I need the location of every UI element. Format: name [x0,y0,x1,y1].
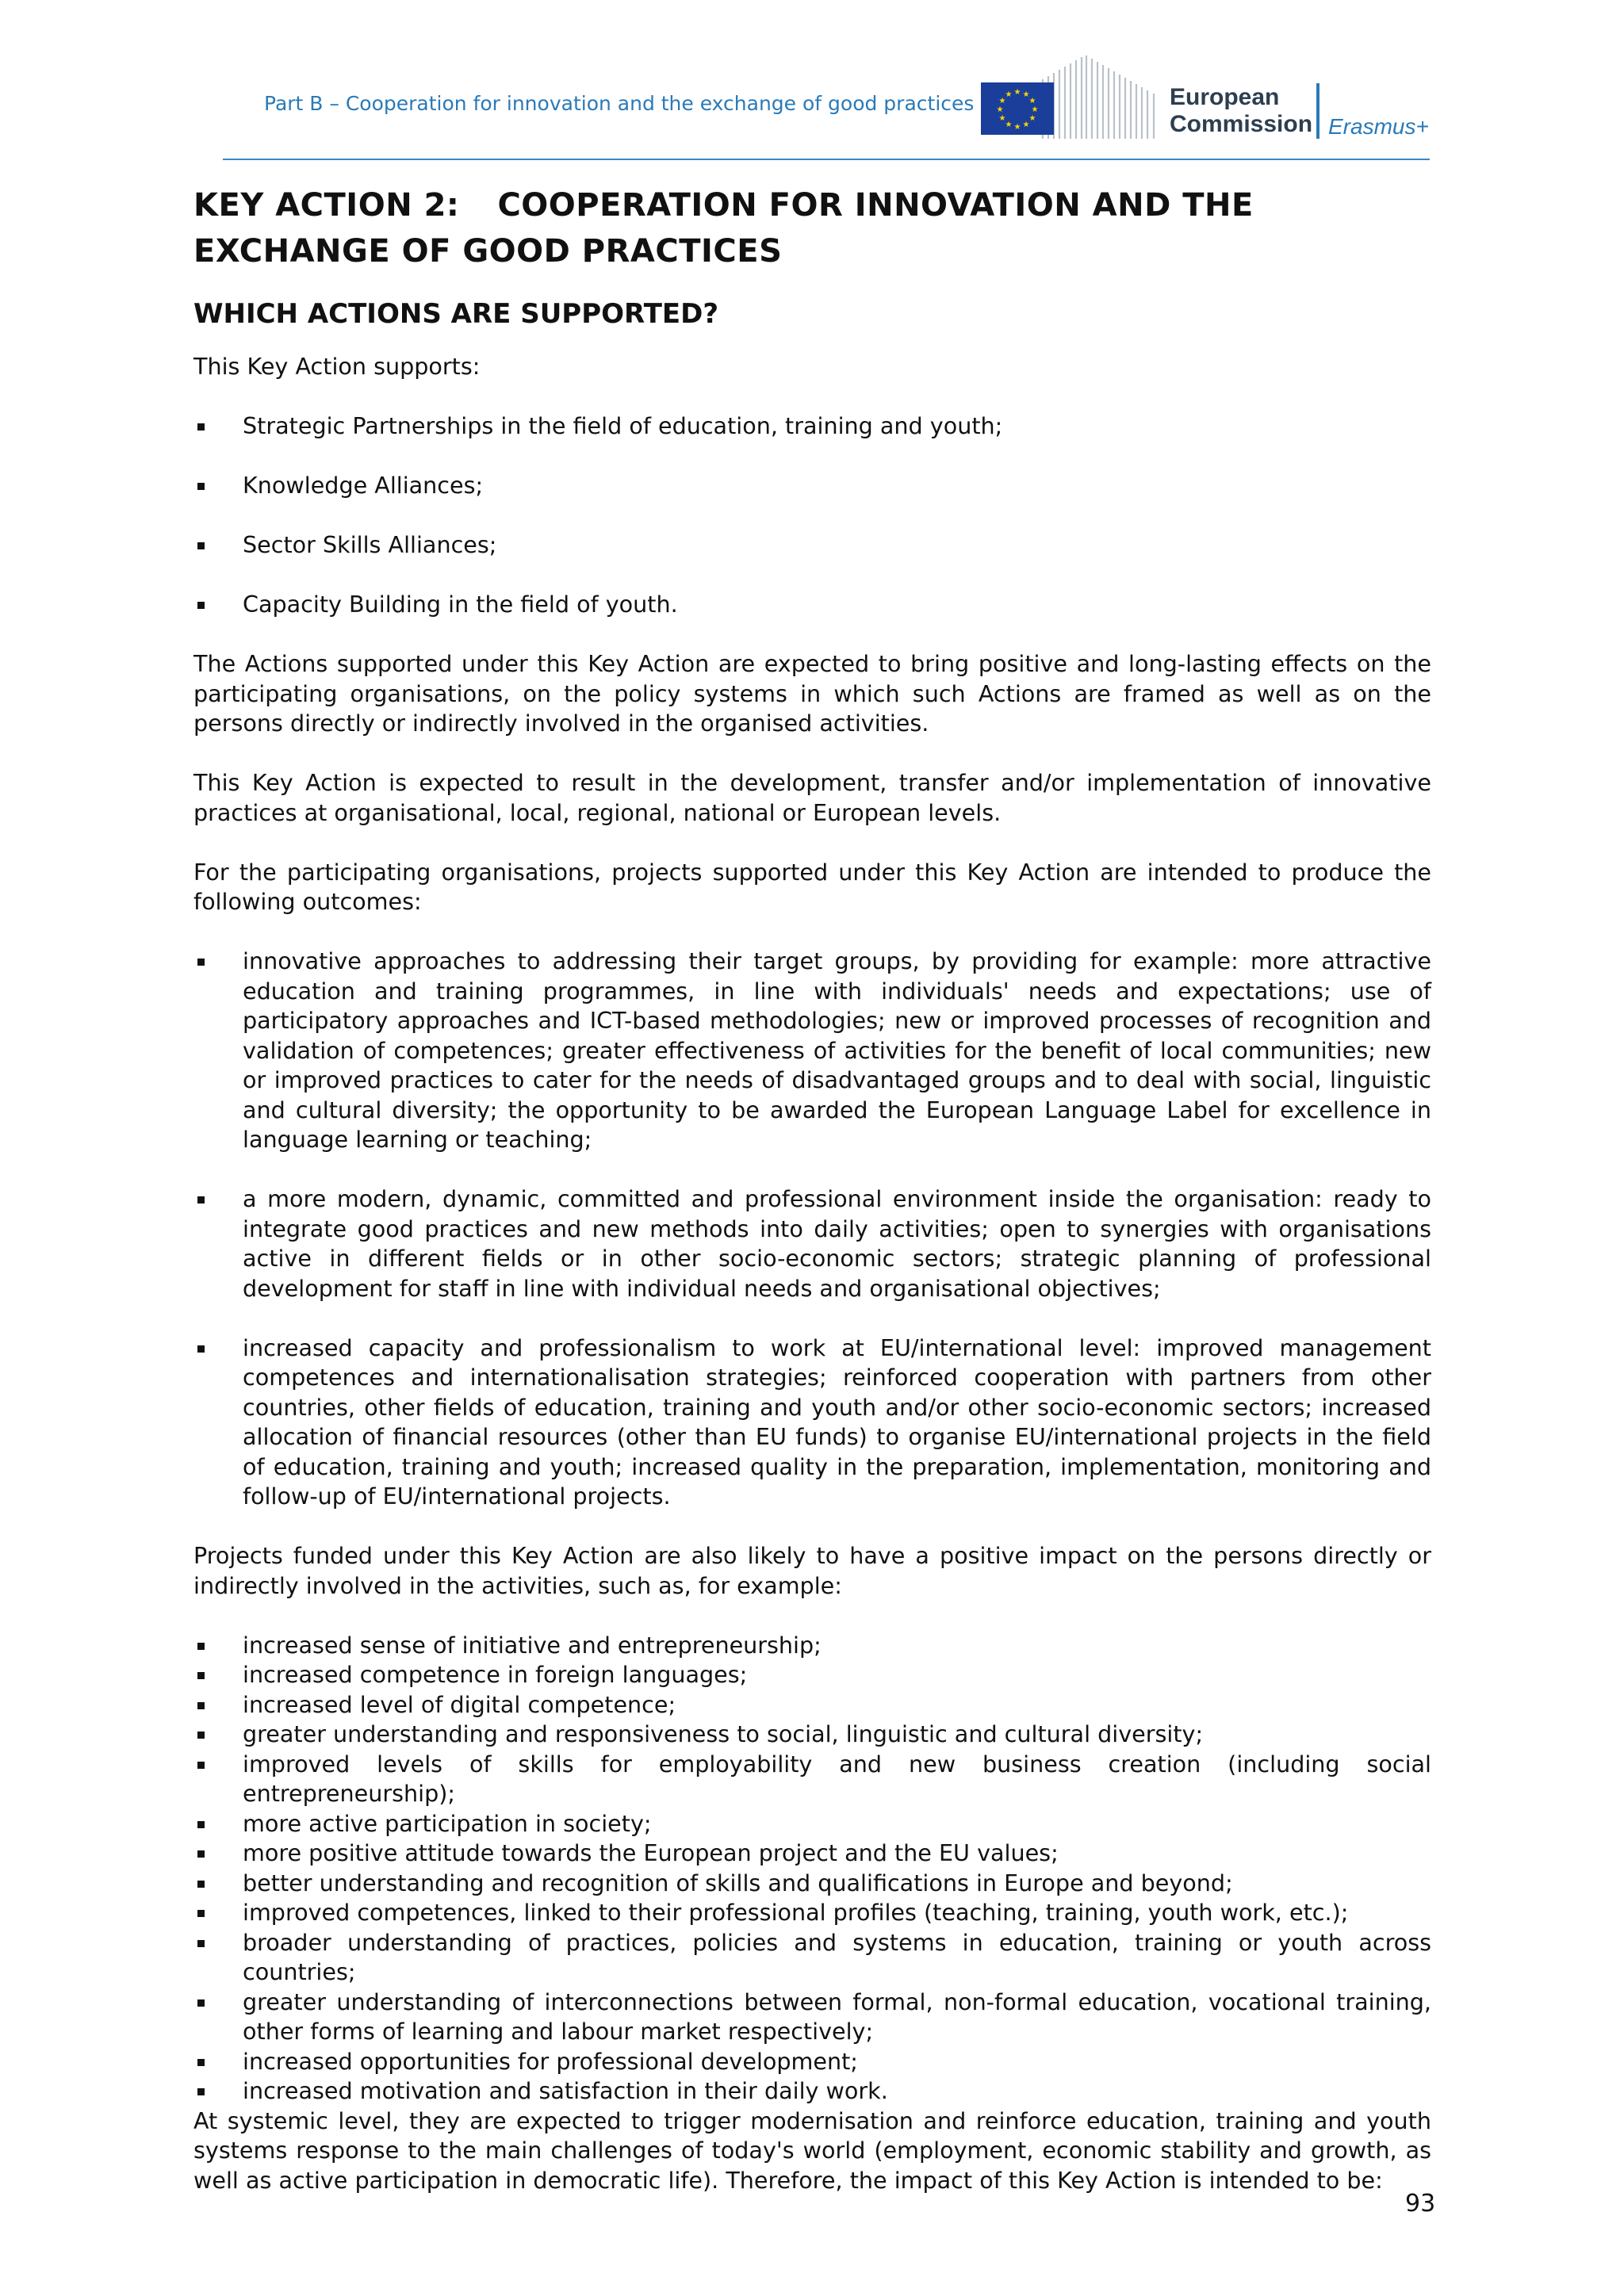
bullet-icon [197,1881,205,1888]
list-item: greater understanding and responsiveness to social, linguistic and cultural diversity; [193,1720,1431,1750]
european-commission-logo [979,48,1435,147]
list-item: increased capacity and professionalism to work at EU/international level: improved management competences and internationalisation strategies; reinforced cooperation with partners from other countries, other fields of education, training and youth and/or other socio-economic sectors; increased allocation of financial resources (other than EU funds) to organise EU/international projects in the field of education, training and youth; increased quality in the preparation, implementation, monitoring and follow-up of EU/international projects. [193,1334,1431,1512]
outcomes-list [193,947,1431,1512]
logo-separator [1316,83,1320,139]
svg-text:★: ★ [1013,88,1021,97]
erasmus-plus-wordmark: Erasmus+ [1328,114,1429,139]
list-item: improved competences, linked to their professional profiles (teaching, training, youth work, etc.); [193,1898,1431,1928]
list-item: broader understanding of practices, policies and systems in education, training or youth across countries; [193,1928,1431,1988]
svg-text:★: ★ [1028,114,1036,123]
list-item: Strategic Partnerships in the field of education, training and youth; [193,411,1431,442]
logo-line-european: European [1170,84,1280,110]
list-item: Capacity Building in the field of youth. [193,590,1431,620]
list-item: innovative approaches to addressing their target groups, by providing for example: more attractive education and training programmes, in line with individuals' needs and expectations; use of participatory approaches and ICT-based methodologies; new or improved processes of recognition and validation of competences; greater effectiveness of activities for the benefit of local communities; new or improved practices to cater for the needs of disadvantaged groups and to deal with social, linguistic and cultural diversity; the opportunity to be awarded the European Language Label for excellence in language learning or teaching; [193,947,1431,1155]
impacts-list [193,1631,1431,2107]
list-item: Sector Skills Alliances; [193,530,1431,561]
page-content [193,182,1431,2225]
svg-text:★: ★ [996,105,1004,114]
list-item: increased opportunities for professional development; [193,2047,1431,2077]
svg-text:★: ★ [998,97,1006,105]
list-item: more active participation in society; [193,1809,1431,1839]
bullet-icon [197,1910,205,1917]
paragraph-outcomes-intro: For the participating organisations, projects supported under this Key Action are intended to produce the following outcomes: [193,858,1431,915]
intro-paragraph: This Key Action supports: [193,353,481,380]
list-item: increased sense of initiative and entrepreneurship; [193,1631,1431,1661]
supported-actions-list [193,411,1431,620]
page-title [193,182,1431,274]
paragraph-effects: The Actions supported under this Key Action are expected to bring positive and long-lasting effects on the participating organisations, on the policy systems in which such Actions are framed as well as on the persons directly or indirectly involved in the organised activities. [193,650,1431,737]
page-number: 93 [1405,2190,1436,2218]
svg-text:★: ★ [1022,90,1030,99]
bullet-icon [197,1732,205,1739]
bullet-icon [197,1702,205,1709]
logo-line-commission: Commission [1170,111,1313,137]
section-heading: WHICH ACTIONS ARE SUPPORTED? [193,298,719,330]
bullet-icon [197,2059,205,2066]
svg-text:★: ★ [1005,90,1013,99]
bullet-icon [197,2088,205,2095]
list-item: increased competence in foreign languages; [193,1660,1431,1690]
commission-building-icon [979,48,1162,147]
bullet-icon [197,602,205,609]
bullet-icon [197,542,205,549]
bullet-icon [197,1762,205,1769]
list-item: Knowledge Alliances; [193,471,1431,501]
svg-text:★: ★ [998,114,1006,123]
title-cooperation: COOPERATION FOR INNOVATION AND THE EXCHANGE OF GOOD PRACTICES [193,187,1254,270]
list-item: greater understanding of interconnections between formal, non-formal education, vocational training, other forms of learning and labour market respectively; [193,1988,1431,2047]
list-item: a more modern, dynamic, committed and professional environment inside the organisation: ready to integrate good practices and new methods into daily activities; open to synergies with organisations active in different fields or in other socio-economic sectors; strategic planning of professional development for staff in line with individual needs and organisational objectives; [193,1184,1431,1303]
bullet-icon [197,1999,205,2007]
list-item: increased level of digital competence; [193,1690,1431,1720]
list-item: increased motivation and satisfaction in their daily work. [193,2076,1431,2107]
list-item: better understanding and recognition of skills and qualifications in Europe and beyond; [193,1869,1431,1899]
logo-wordmark [1170,84,1312,138]
bullet-icon [197,1940,205,1947]
paragraph-systemic: At systemic level, they are expected to trigger modernisation and reinforce education, training and youth systems response to the main challenges of today's world (employment, economic stability and growth, as well as active participation in democratic life). Therefore, the impact of this Key Action is intended to be: [193,2107,1431,2194]
bullet-icon [197,1643,205,1650]
bullet-icon [197,1345,205,1353]
bullet-icon [197,1821,205,1828]
paragraph-development: This Key Action is expected to result in the development, transfer and/or implementation of innovative practices at organisational, local, regional, national or European levels. [193,769,1431,826]
svg-text:★: ★ [1013,123,1021,132]
bullet-icon [197,423,205,430]
bullet-icon [197,1850,205,1858]
svg-text:★: ★ [1031,105,1039,114]
bullet-icon [197,959,205,966]
paragraph-persons-intro: Projects funded under this Key Action are also likely to have a positive impact on the persons directly or indirectly involved in the activities, such as, for example: [193,1542,1431,1599]
list-item: improved levels of skills for employability and new business creation (including social entrepreneurship); [193,1750,1431,1809]
list-item: more positive attitude towards the European project and the EU values; [193,1839,1431,1869]
svg-text:★: ★ [1022,121,1030,129]
svg-text:★: ★ [1005,121,1013,129]
bullet-icon [197,483,205,490]
header-rule [223,159,1430,160]
svg-text:★: ★ [1028,97,1036,105]
running-header: Part B – Cooperation for innovation and the exchange of good practices [264,92,975,115]
title-key-action: KEY ACTION 2: [193,187,460,224]
bullet-icon [197,1672,205,1679]
bullet-icon [197,1196,205,1203]
